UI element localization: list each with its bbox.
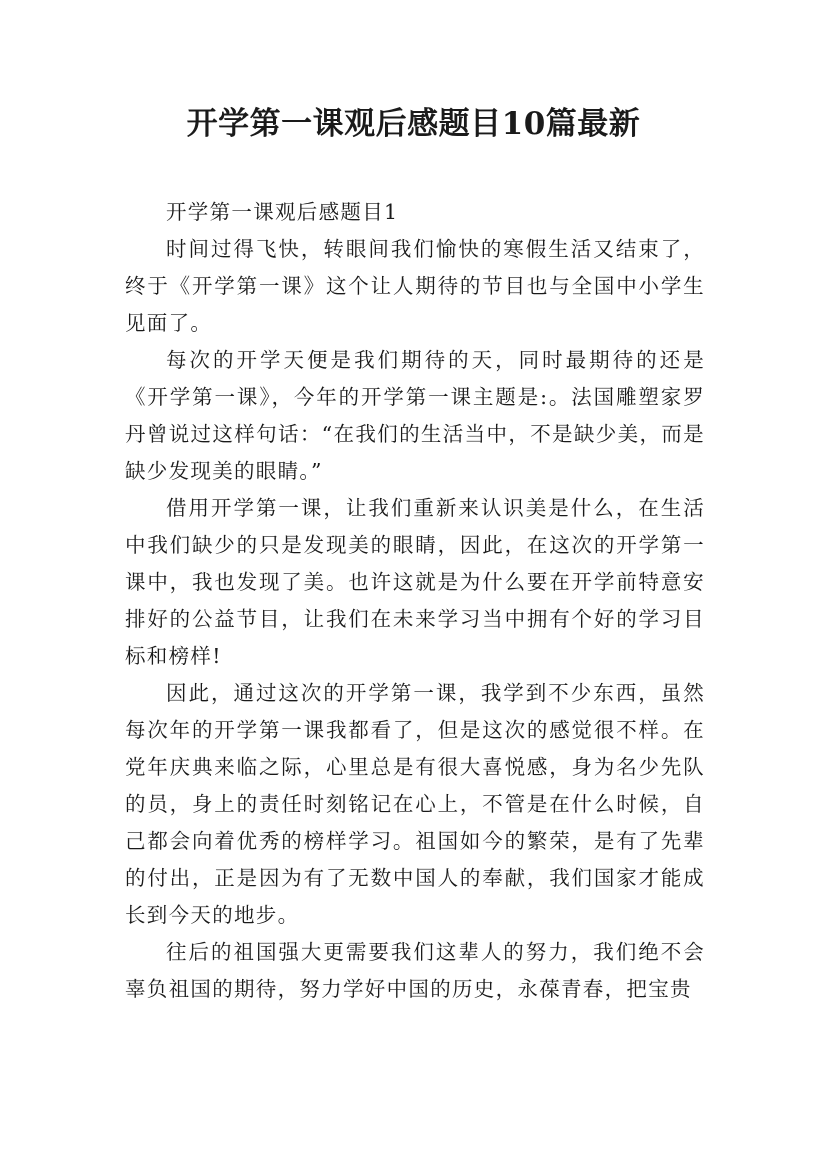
paragraph: 时间过得飞快，转眼间我们愉快的寒假生活又结束了，终于《开学第一课》这个让人期待的节目也与全国中小学生见面了。: [125, 237, 705, 335]
paragraph: 每次的开学天便是我们期待的天，同时最期待的还是《开学第一课》，今年的开学第一课主题是:。法国雕塑家罗丹曾说过这样句话：“在我们的生活当中，不是缺少美，而是缺少发现美的眼睛。”: [125, 348, 705, 483]
paragraph: 因此，通过这次的开学第一课，我学到不少东西，虽然每次年的开学第一课我都看了，但是这次的感觉很不样。在党年庆典来临之际，心里总是有很大喜悦感，身为名少先队的员，身上的责任时刻铭记在心上，不管是在什么时候，自己都会向着优秀的榜样学习。祖国如今的繁荣，是有了先辈的付出，正是因为有了无数中国人的奉献，我们国家才能成长到今天的地步。: [125, 681, 705, 927]
paragraph: 往后的祖国强大更需要我们这辈人的努力，我们绝不会辜负祖国的期待，努力学好中国的历史，永葆青春，把宝贵: [125, 940, 705, 1001]
section-heading: 开学第一课观后感题目1: [166, 200, 399, 224]
paragraph: 借用开学第一课，让我们重新来认识美是什么，在生活中我们缺少的只是发现美的眼睛，因此，在这次的开学第一课中，我也发现了美。也许这就是为什么要在开学前特意安排好的公益节目，让我们在未来学习当中拥有个好的学习目标和榜样!: [125, 496, 705, 668]
document-body: [125, 194, 705, 1008]
document-title: 开学第一课观后感题目10篇最新: [186, 106, 641, 142]
